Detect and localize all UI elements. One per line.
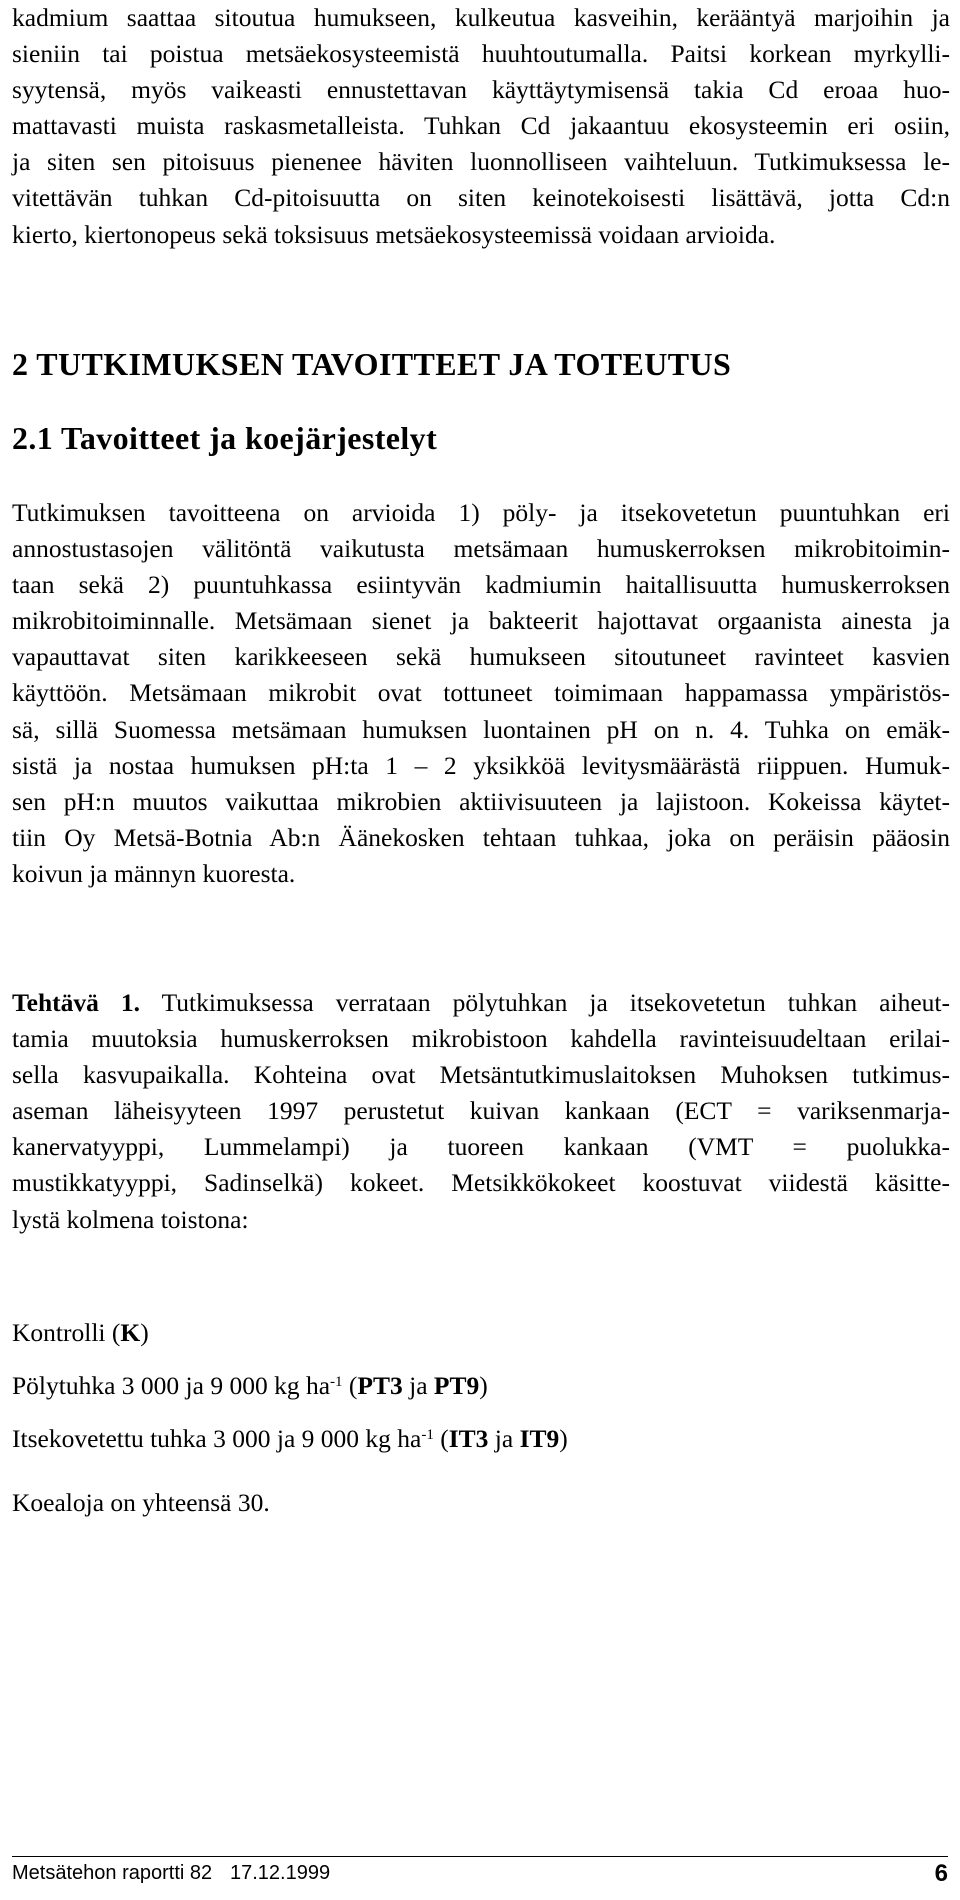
- goals-line: sen pH:n muutos vaikuttaa mikrobien aktiivisuuteen ja lajistoon. Kokeissa käytet-: [12, 786, 950, 816]
- treatment-text: ja: [488, 1424, 520, 1453]
- intro-line: syytensä, myös vaikeasti ennustettavan käyttäytymisensä takia Cd eroaa huo-: [12, 75, 950, 105]
- treatment-control: [12, 1317, 149, 1349]
- treatment-hardened-ash: [12, 1423, 568, 1455]
- task-label: Tehtävä 1.: [12, 988, 141, 1017]
- footer-divider: [12, 1856, 948, 1857]
- task-paragraph: [12, 985, 950, 1238]
- treatment-text: ja: [402, 1371, 434, 1400]
- page-number: 6: [934, 1860, 948, 1887]
- treatment-code: K: [120, 1318, 141, 1347]
- task-line: kanervatyyppi, Lummelampi) ja tuoreen kankaan (VMT = puolukka-: [12, 1132, 950, 1162]
- goals-line: vapauttavat siten karikkeeseen sekä humukseen sitoutuneet ravinteet kasvien: [12, 642, 950, 672]
- treatment-text: Itsekovetettu tuhka 3 000 ja 9 000 kg ha: [12, 1424, 422, 1453]
- task-first-line-text: Tutkimuksessa verrataan pölytuhkan ja itsekovetetun tuhkan aiheut-: [161, 988, 950, 1017]
- task-line: lystä kolmena toistona:: [12, 1204, 249, 1234]
- treatment-text: Kontrolli (: [12, 1318, 121, 1347]
- section-heading: 2 TUTKIMUKSEN TAVOITTEET JA TOTEUTUS: [12, 346, 732, 382]
- unit-exponent: -1: [421, 1427, 434, 1443]
- unit-exponent: -1: [330, 1374, 343, 1390]
- treatment-code: PT9: [433, 1371, 480, 1400]
- treatment-text: ): [559, 1424, 568, 1453]
- goals-line: käyttöön. Metsämaan mikrobit ovat tottuneet toimimaan happamassa ympäristös-: [12, 678, 950, 708]
- report-series: Metsätehon raportti 82: [12, 1862, 213, 1884]
- treatment-text: (: [433, 1424, 449, 1453]
- goals-line: mikrobitoiminnalle. Metsämaan sienet ja bakteerit hajottavat orgaanista ainesta ja: [12, 606, 950, 636]
- goals-line: sä, sillä Suomessa metsämaan humuksen luontainen pH on n. 4. Tuhka on emäk-: [12, 714, 950, 744]
- treatment-code: IT3: [448, 1424, 489, 1453]
- subsection-heading: 2.1 Tavoitteet ja koejärjestelyt: [12, 420, 438, 456]
- treatment-text: (: [342, 1371, 358, 1400]
- treatment-text: Pölytuhka 3 000 ja 9 000 kg ha: [12, 1371, 331, 1400]
- goals-line: taan sekä 2) puuntuhkassa esiintyvän kadmiumin haitallisuutta humuskerroksen: [12, 570, 950, 600]
- goals-line: koivun ja männyn kuoresta.: [12, 858, 296, 888]
- goals-line: tiin Oy Metsä-Botnia Ab:n Äänekosken tehtaan tuhkaa, joka on peräisin pääosin: [12, 822, 950, 852]
- task-line: mustikkatyyppi, Sadinselkä) kokeet. Metsikkökokeet koostuvat viidestä käsitte-: [12, 1168, 950, 1198]
- report-date: 17.12.1999: [230, 1862, 331, 1884]
- intro-line: ja siten sen pitoisuus pienenee häviten luonnolliseen vaihteluun. Tutkimuksessa le-: [12, 147, 950, 177]
- intro-line: kadmium saattaa sitoutua humukseen, kulkeutua kasveihin, kerääntyä marjoihin ja: [12, 3, 950, 32]
- goals-paragraph: [12, 495, 950, 892]
- intro-line: mattavasti muista raskasmetalleista. Tuhkan Cd jakaantuu ekosysteemin eri osiin,: [12, 111, 950, 141]
- intro-line: kierto, kiertonopeus sekä toksisuus metsäekosysteemissä voidaan arvioida.: [12, 219, 776, 249]
- treatment-code: PT3: [357, 1371, 403, 1400]
- plot-count: Koealoja on yhteensä 30.: [12, 1488, 270, 1517]
- intro-line: vitettävän tuhkan Cd-pitoisuutta on siten keinotekoisesti lisättävä, jotta Cd:n: [12, 183, 950, 213]
- task-line: tamia muutoksia humuskerroksen mikrobistoon kahdella ravinteisuudeltaan erilai-: [12, 1024, 950, 1054]
- task-first-line: [12, 985, 950, 1021]
- task-line: sella kasvupaikalla. Kohteina ovat Metsäntutkimuslaitoksen Muhoksen tutkimus-: [12, 1060, 950, 1090]
- treatment-text: ): [140, 1318, 149, 1347]
- task-line: aseman läheisyyteen 1997 perustetut kuivan kankaan (ECT = variksenmarja-: [12, 1096, 950, 1126]
- treatment-code: IT9: [519, 1424, 560, 1453]
- treatment-text: ): [479, 1371, 488, 1400]
- intro-paragraph: [12, 0, 950, 253]
- intro-line: sieniin tai poistua metsäekosysteemistä huuhtoutumalla. Paitsi korkean myrkylli-: [12, 39, 950, 69]
- goals-line: Tutkimuksen tavoitteena on arvioida 1) pöly- ja itsekovetetun puuntuhkan eri: [12, 498, 950, 527]
- goals-line: sistä ja nostaa humuksen pH:ta 1 – 2 yksikköä levitysmäärästä riippuen. Humuk-: [12, 750, 950, 780]
- treatment-fly-ash: [12, 1370, 488, 1402]
- goals-line: annostustasojen välitöntä vaikutusta metsämaan humuskerroksen mikrobitoimin-: [12, 534, 950, 564]
